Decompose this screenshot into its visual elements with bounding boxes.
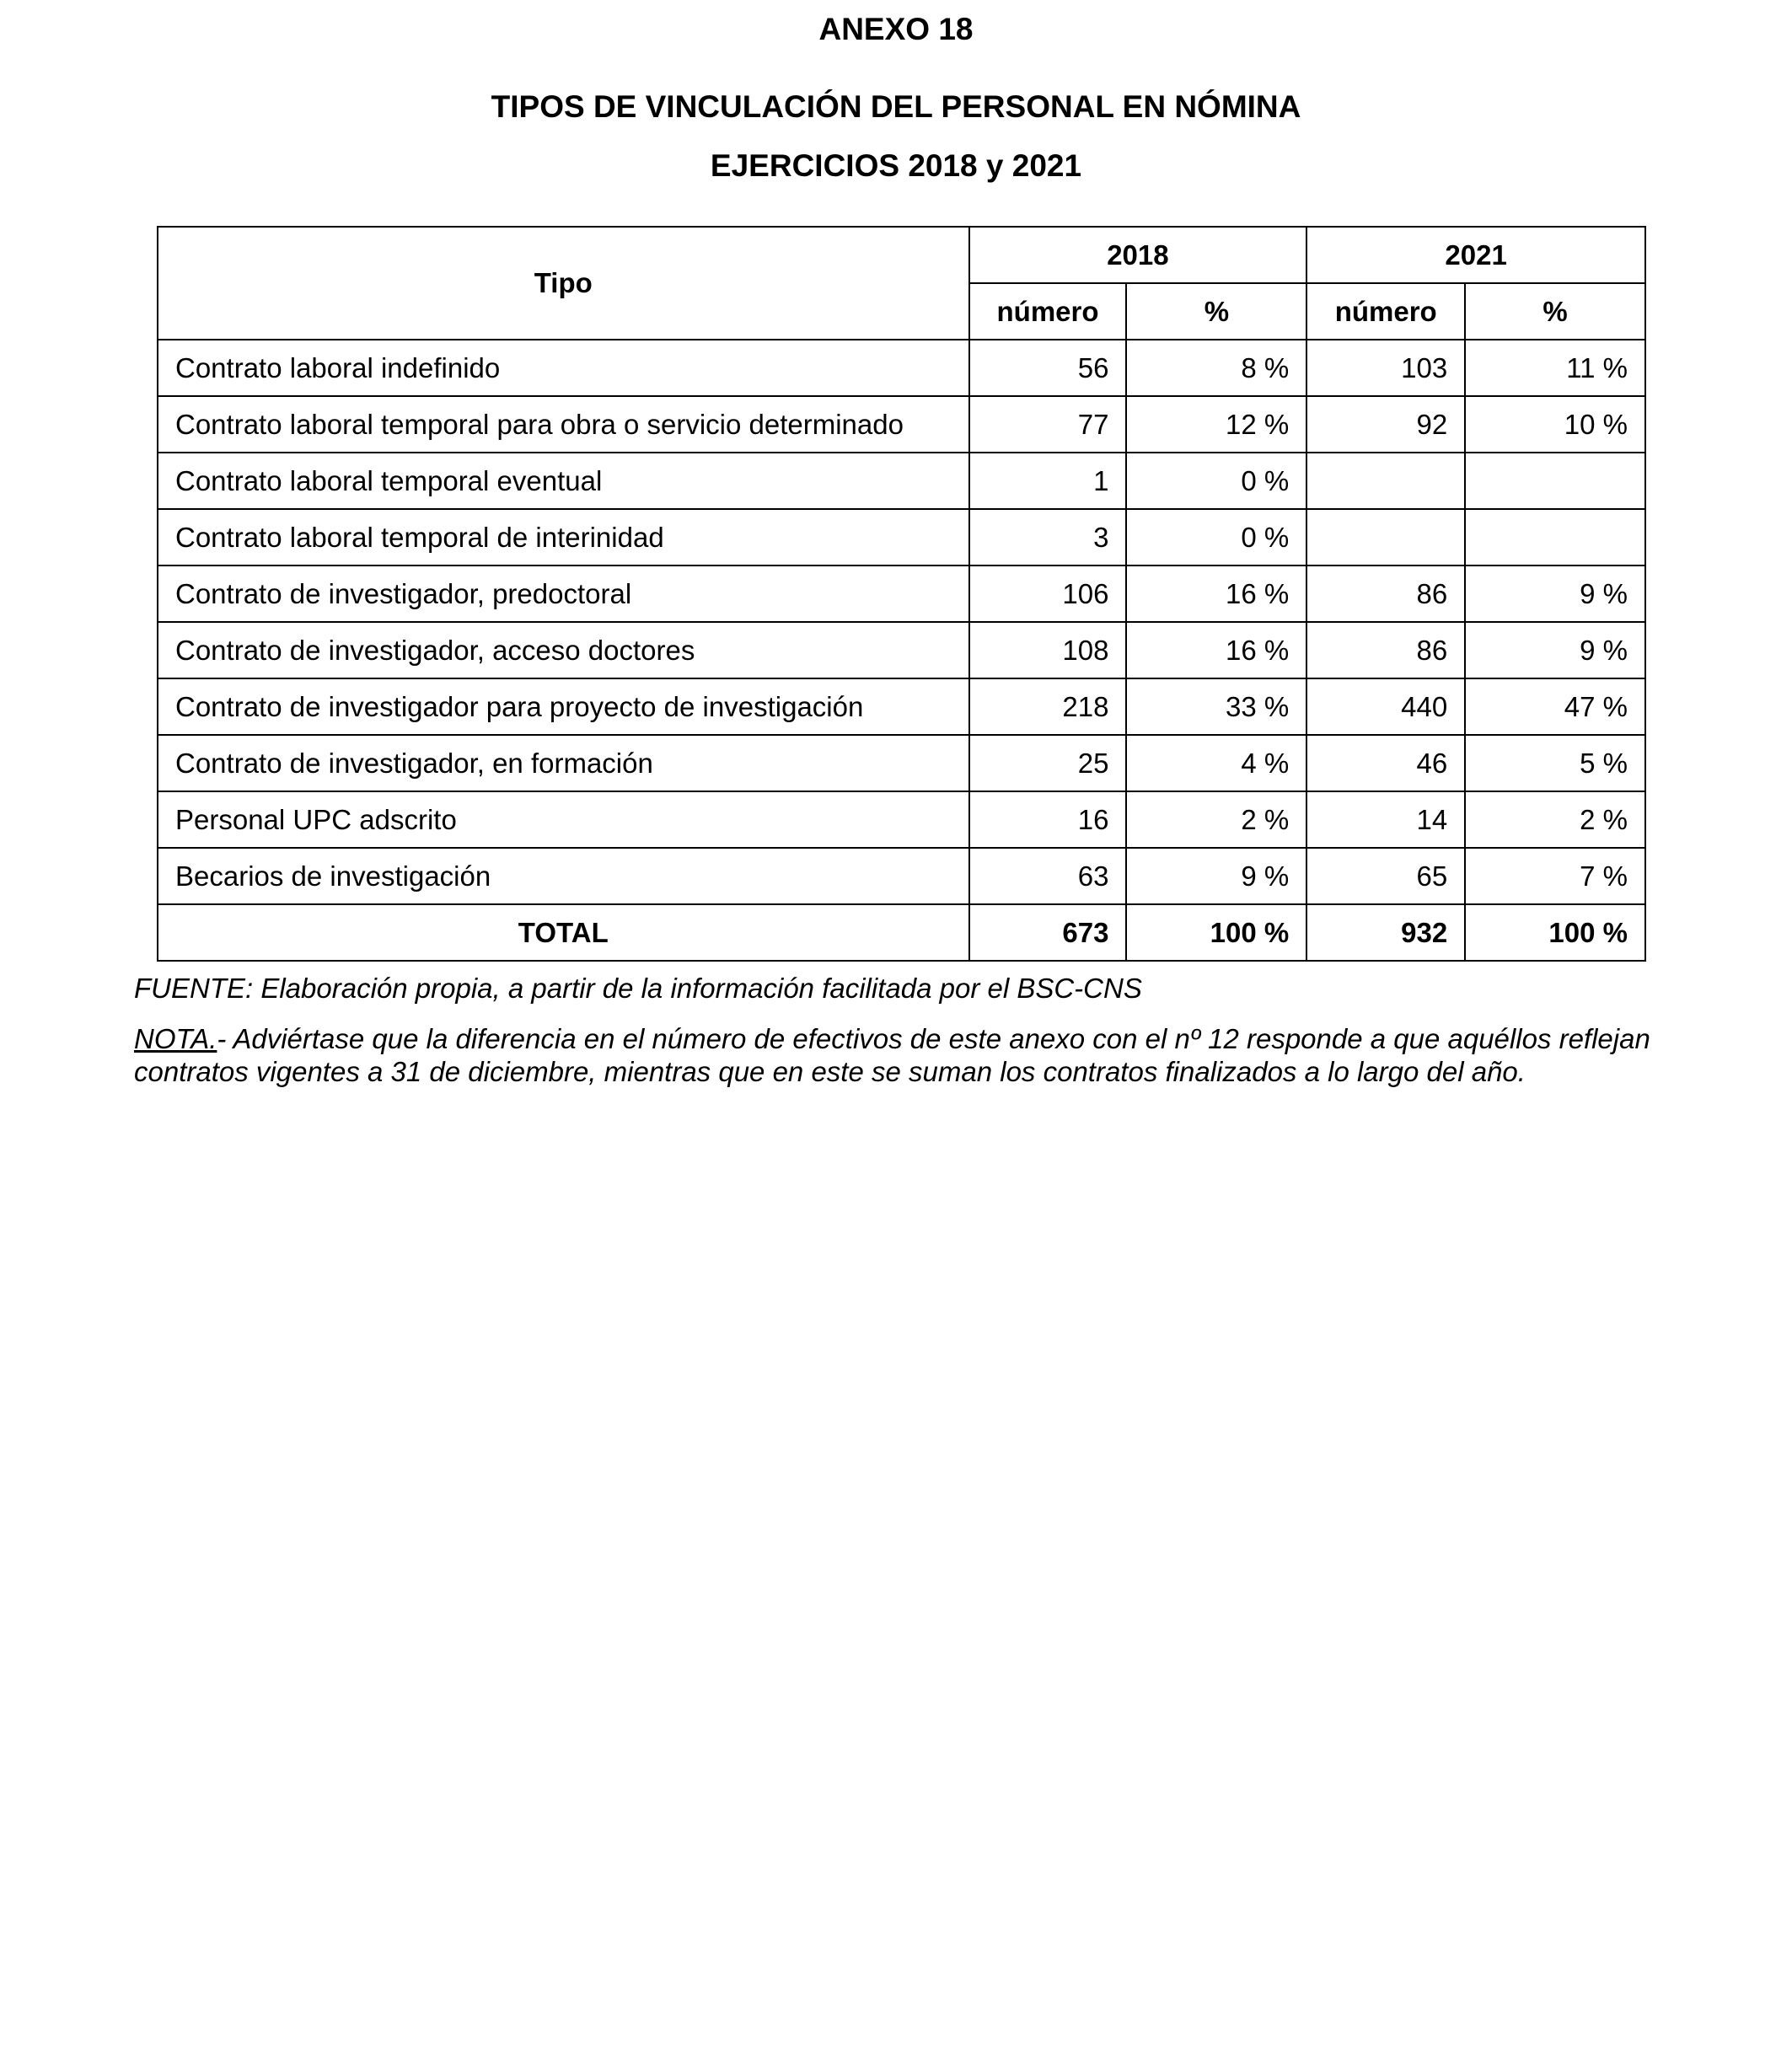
- cell: 108: [969, 622, 1127, 678]
- document-title: TIPOS DE VINCULACIÓN DEL PERSONAL EN NÓMINA: [491, 89, 1301, 124]
- cell: [1465, 509, 1645, 565]
- nota-label: NOTA.: [134, 1023, 217, 1054]
- cell: 3: [969, 509, 1127, 565]
- cell: 77: [969, 396, 1127, 453]
- cell: 440: [1306, 678, 1465, 735]
- nota: [134, 1022, 1651, 1088]
- table-row: [158, 565, 1645, 622]
- header-pct-2021: %: [1465, 283, 1645, 340]
- cell: 9 %: [1126, 848, 1306, 904]
- personnel-table: [157, 226, 1646, 962]
- table-row: [158, 735, 1645, 791]
- table-row: [158, 622, 1645, 678]
- cell: 100 %: [1126, 904, 1306, 961]
- cell: 16 %: [1126, 565, 1306, 622]
- cell: 63: [969, 848, 1127, 904]
- cell: 11 %: [1465, 340, 1645, 396]
- cell: Contrato laboral temporal para obra o servicio determinado: [158, 396, 969, 453]
- cell: [1465, 453, 1645, 509]
- cell: 25: [969, 735, 1127, 791]
- cell: 12 %: [1126, 396, 1306, 453]
- annex-number: ANEXO 18: [818, 12, 974, 46]
- cell: 92: [1306, 396, 1465, 453]
- cell: 673: [969, 904, 1127, 961]
- table-row: [158, 396, 1645, 453]
- header-numero-2021: número: [1306, 283, 1465, 340]
- cell: 1: [969, 453, 1127, 509]
- cell: 65: [1306, 848, 1465, 904]
- header-year-2021: 2021: [1306, 227, 1645, 283]
- cell: 932: [1306, 904, 1465, 961]
- header-year-2018: 2018: [969, 227, 1307, 283]
- cell: 103: [1306, 340, 1465, 396]
- cell: 106: [969, 565, 1127, 622]
- cell: 86: [1306, 622, 1465, 678]
- cell: Contrato de investigador, en formación: [158, 735, 969, 791]
- table-row: [158, 340, 1645, 396]
- cell: 218: [969, 678, 1127, 735]
- cell: Contrato de investigador para proyecto de investigación: [158, 678, 969, 735]
- nota-text: - Adviértase que la diferencia en el número de efectivos de este anexo con el nº 12 responde a que aquéllos reflejan contratos vigentes a 31 de diciembre, mientras que en este se suman los contratos finalizados a lo largo del año.: [134, 1023, 1650, 1087]
- header-numero-2018: número: [969, 283, 1127, 340]
- document-subtitle: EJERCICIOS 2018 y 2021: [710, 148, 1082, 183]
- cell: Contrato de investigador, acceso doctores: [158, 622, 969, 678]
- cell: 100 %: [1465, 904, 1645, 961]
- header-pct-2018: %: [1126, 283, 1306, 340]
- cell: 0 %: [1126, 509, 1306, 565]
- cell: 16 %: [1126, 622, 1306, 678]
- cell: 46: [1306, 735, 1465, 791]
- cell: [1306, 453, 1465, 509]
- cell: 5 %: [1465, 735, 1645, 791]
- cell: 4 %: [1126, 735, 1306, 791]
- total-row: [158, 904, 1645, 961]
- table-row: [158, 791, 1645, 848]
- cell: 10 %: [1465, 396, 1645, 453]
- cell: 9 %: [1465, 622, 1645, 678]
- cell: 0 %: [1126, 453, 1306, 509]
- cell: 8 %: [1126, 340, 1306, 396]
- cell: 9 %: [1465, 565, 1645, 622]
- table-row: [158, 453, 1645, 509]
- cell: [1306, 509, 1465, 565]
- cell: Contrato laboral indefinido: [158, 340, 969, 396]
- cell: 86: [1306, 565, 1465, 622]
- table-row: [158, 678, 1645, 735]
- cell: 16: [969, 791, 1127, 848]
- cell: 56: [969, 340, 1127, 396]
- cell: Contrato laboral temporal de interinidad: [158, 509, 969, 565]
- cell: 2 %: [1465, 791, 1645, 848]
- cell: Contrato laboral temporal eventual: [158, 453, 969, 509]
- cell: 2 %: [1126, 791, 1306, 848]
- cell: 7 %: [1465, 848, 1645, 904]
- cell: Becarios de investigación: [158, 848, 969, 904]
- cell: Personal UPC adscrito: [158, 791, 969, 848]
- header-tipo: Tipo: [158, 227, 969, 340]
- cell: 47 %: [1465, 678, 1645, 735]
- source-note: FUENTE: Elaboración propia, a partir de la información facilitada por el BSC-CNS: [134, 973, 1142, 1004]
- total-label: TOTAL: [158, 904, 969, 961]
- table-row: [158, 848, 1645, 904]
- cell: 33 %: [1126, 678, 1306, 735]
- table-row: [158, 509, 1645, 565]
- cell: 14: [1306, 791, 1465, 848]
- cell: Contrato de investigador, predoctoral: [158, 565, 969, 622]
